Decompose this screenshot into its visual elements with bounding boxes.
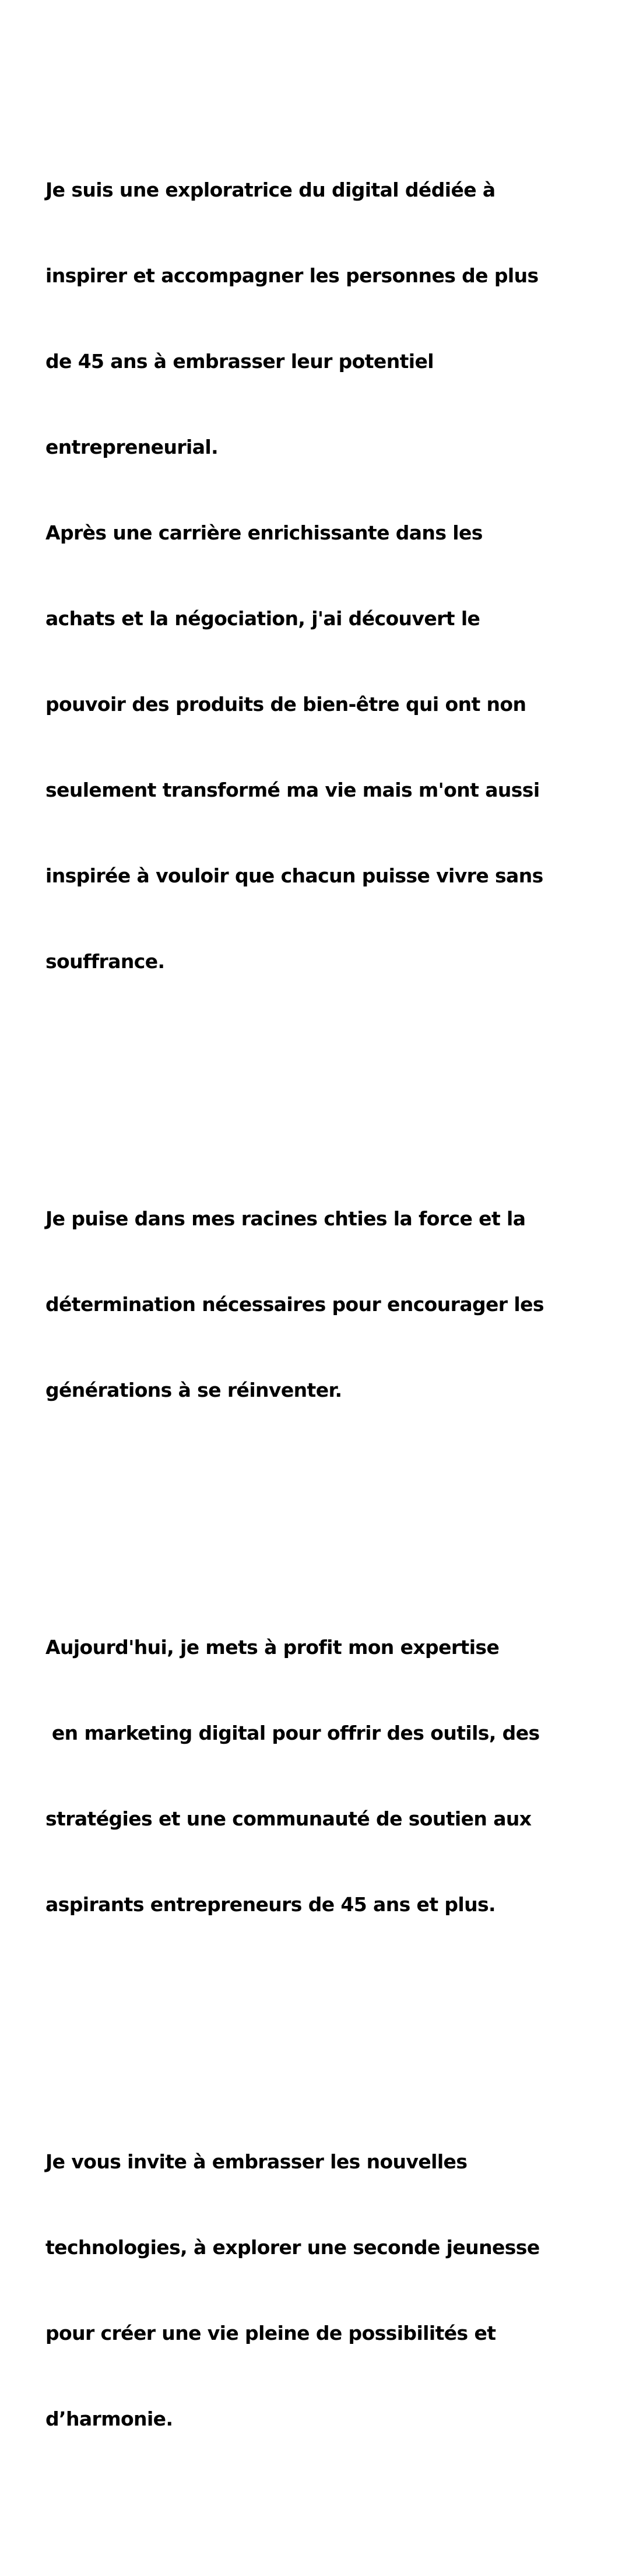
text-line: Je puise dans mes racines chties la force et la — [45, 1207, 526, 1230]
text-line: pour créer une vie pleine de possibilités et — [45, 2322, 496, 2344]
paragraph-expertise — [45, 1576, 605, 1976]
body-text — [45, 33, 605, 2576]
text-line: générations à se réinventer. — [45, 1379, 342, 1401]
text-line: en marketing digital pour offrir des outils, des — [45, 1722, 540, 1744]
text-line: achats et la négociation, j'ai découvert le — [45, 607, 480, 630]
paragraph-roots — [45, 1147, 605, 1462]
text-line: détermination nécessaires pour encourager les — [45, 1293, 544, 1316]
text-line: inspirée à vouloir que chacun puisse vivre sans — [45, 864, 543, 887]
text-line: aspirants entrepreneurs de 45 ans et plus. — [45, 1893, 496, 1916]
text-line: stratégies et une communauté de soutien aux — [45, 1807, 532, 1830]
text-line: technologies, à explorer une seconde jeunesse — [45, 2236, 540, 2259]
text-line: Après une carrière enrichissante dans les — [45, 521, 483, 544]
text-line: de 45 ans à embrasser leur potentiel — [45, 350, 434, 373]
text-line: entrepreneurial. — [45, 436, 219, 458]
paragraph-intro — [45, 118, 605, 1033]
text-line: inspirer et accompagner les personnes de plus — [45, 264, 539, 287]
text-line: Je suis une exploratrice du digital dédiée à — [45, 178, 496, 201]
paragraph-invitation — [45, 2090, 605, 2490]
text-line: pouvoir des produits de bien-être qui ont non — [45, 693, 526, 716]
text-line: seulement transformé ma vie mais m'ont aussi — [45, 779, 540, 801]
text-line: Je vous invite à embrasser les nouvelles — [45, 2150, 468, 2173]
text-line: Aujourd'hui, je mets à profit mon expertise — [45, 1636, 500, 1659]
text-line: d’harmonie. — [45, 2407, 173, 2430]
text-line: souffrance. — [45, 950, 165, 973]
